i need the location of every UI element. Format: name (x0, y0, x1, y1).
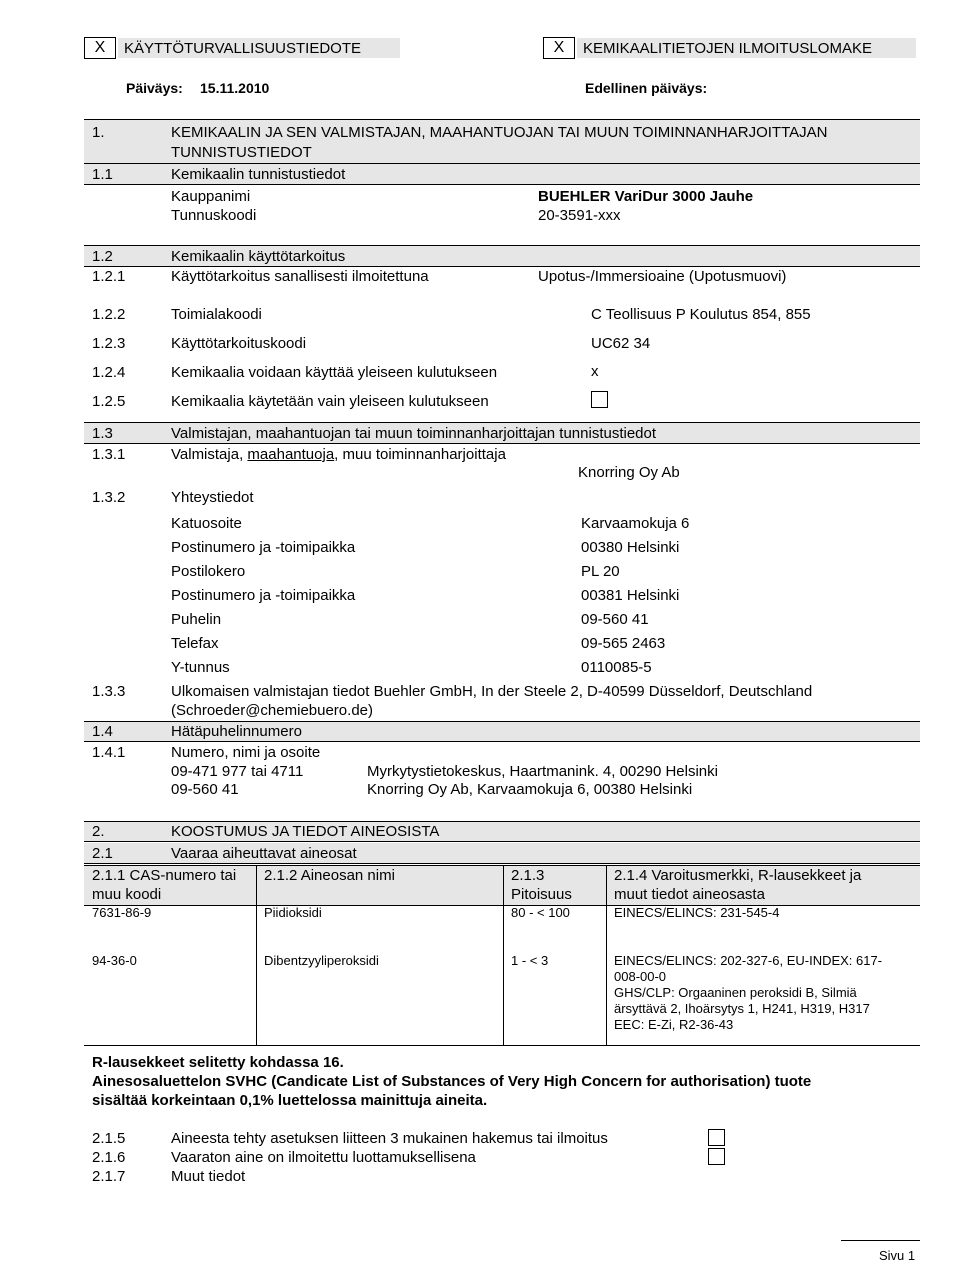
section-1-4-title: Hätäpuhelinnumero (171, 723, 302, 740)
contact-label: Postinumero ja -toimipaikka (171, 539, 356, 556)
section-1-2-4-value: x (591, 363, 599, 380)
section-1-2-2-number: 1.2.2 (92, 306, 126, 323)
consumer-only-checkbox[interactable] (591, 391, 608, 408)
manufacturer-value: Knorring Oy Ab (578, 464, 680, 481)
section-1-4-number: 1.4 (92, 723, 113, 740)
section-1-2-5-number: 1.2.5 (92, 393, 126, 410)
section-1-2-number: 1.2 (92, 248, 113, 265)
id-code-label: Tunnuskoodi (171, 207, 257, 224)
table-cell-cas: 7631-86-9 (92, 905, 152, 920)
section-1-3-1-label-importer: maahantuoja (247, 446, 335, 463)
section-1-2-3-number: 1.2.3 (92, 335, 126, 352)
section-2-1-5-label: Aineesta tehty asetuksen liitteen 3 mukainen hakemus tai ilmoitus (171, 1130, 608, 1147)
table-cell-concentration: 80 - < 100 (511, 905, 570, 920)
section-1-3-2-number: 1.3.2 (92, 489, 126, 506)
page-number: Sivu 1 (879, 1248, 916, 1263)
header-left-checkbox[interactable]: X (84, 37, 116, 59)
section-1-3-1-label (171, 446, 506, 463)
contact-value: 09-565 2463 (581, 635, 666, 652)
note-r-phrases: R-lausekkeet selitetty kohdassa 16. (92, 1054, 344, 1071)
trade-name-value: BUEHLER VariDur 3000 Jauhe (538, 188, 754, 205)
emergency-phone: 09-560 41 (171, 781, 239, 798)
section-2-1-title: Vaaraa aiheuttavat aineosat (171, 845, 357, 862)
section-1-3-1-number: 1.3.1 (92, 446, 126, 463)
section-1-3-3-label: Ulkomaisen valmistajan tiedot (171, 683, 370, 700)
section-1-3-2-title: Yhteystiedot (171, 489, 254, 506)
contact-label: Puhelin (171, 611, 222, 628)
section-1-2-1-value: Upotus-/Immersioaine (Upotusmuovi) (538, 268, 787, 285)
table-cell-cas: 94-36-0 (92, 953, 137, 968)
table-header-hazard-line1: 2.1.4 Varoitusmerkki, R-lausekkeet ja (614, 867, 862, 884)
contact-value: PL 20 (581, 563, 620, 580)
section-1-number: 1. (92, 124, 105, 141)
contact-value: 00381 Helsinki (581, 587, 680, 604)
emergency-name: Knorring Oy Ab, Karvaamokuja 6, 00380 Helsinki (367, 781, 693, 798)
table-cell-name: Piidioksidi (264, 905, 322, 920)
section-1-2-1-label: Käyttötarkoitus sanallisesti ilmoitettuna (171, 268, 429, 285)
header-right-title: KEMIKAALITIETOJEN ILMOITUSLOMAKE (583, 40, 872, 57)
section-2-title: KOOSTUMUS JA TIEDOT AINEOSISTA (171, 823, 440, 840)
contact-label: Telefax (171, 635, 219, 652)
contact-label: Y-tunnus (171, 659, 230, 676)
section-1-2-3-value: UC62 34 (591, 335, 651, 352)
table-cell-hazard: GHS/CLP: Orgaaninen peroksidi B, Silmiä (614, 985, 857, 1000)
section-2-1-7-label: Muut tiedot (171, 1168, 246, 1185)
section-1-3-1-label-part3: , muu toiminnanharjoittaja (334, 446, 506, 463)
contact-label: Postinumero ja -toimipaikka (171, 587, 356, 604)
section-1-title-line2: TUNNISTUSTIEDOT (171, 144, 312, 161)
table-cell-hazard: ärsyttävä 2, Ihoärsytys 1, H241, H319, H317 (614, 1001, 870, 1016)
section-1-3-3-email: (Schroeder@chemiebuero.de) (171, 702, 373, 719)
table-cell-name: Dibentzyyliperoksidi (264, 953, 379, 968)
section-1-2-title: Kemikaalin käyttötarkoitus (171, 248, 346, 265)
confidential-checkbox[interactable] (708, 1148, 725, 1165)
table-header-concentration-line2: Pitoisuus (511, 886, 572, 903)
section-1-1-number: 1.1 (92, 166, 113, 183)
section-1-3-3-number: 1.3.3 (92, 683, 126, 700)
section-2-1-6-number: 2.1.6 (92, 1149, 126, 1166)
section-1-3-3-line1 (171, 683, 812, 700)
section-1-3-1-label-part1: Valmistaja, (171, 446, 248, 463)
section-1-2-4-label: Kemikaalia voidaan käyttää yleiseen kulutukseen (171, 364, 498, 381)
contact-value: Karvaamokuja 6 (581, 515, 690, 532)
table-cell-hazard: EINECS/ELINCS: 231-545-4 (614, 905, 780, 920)
section-1-2-5-label: Kemikaalia käytetään vain yleiseen kulutukseen (171, 393, 489, 410)
contact-label: Postilokero (171, 563, 246, 580)
previous-date-label: Edellinen päiväys: (585, 80, 708, 96)
section-2-1-5-number: 2.1.5 (92, 1130, 126, 1147)
contact-label: Katuosoite (171, 515, 242, 532)
annex3-application-checkbox[interactable] (708, 1129, 725, 1146)
section-2-1-6-label: Vaaraton aine on ilmoitettu luottamuksellisena (171, 1149, 476, 1166)
table-header-hazard-line2: muut tiedot aineosasta (614, 886, 765, 903)
table-cell-hazard: 008-00-0 (614, 969, 667, 984)
table-header-cas-line2: muu koodi (92, 886, 162, 903)
table-cell-concentration: 1 - < 3 (511, 953, 549, 968)
section-1-title-line1: KEMIKAALIN JA SEN VALMISTAJAN, MAAHANTUOJAN TAI MUUN TOIMINNANHARJOITTAJAN (171, 124, 828, 141)
date-value: 15.11.2010 (200, 80, 270, 96)
emergency-name: Myrkytystietokeskus, Haartmanink. 4, 00290 Helsinki (367, 763, 718, 780)
trade-name-label: Kauppanimi (171, 188, 251, 205)
table-cell-hazard: EEC: E-Zi, R2-36-43 (614, 1017, 734, 1032)
section-1-4-1-number: 1.4.1 (92, 744, 126, 761)
emergency-phone: 09-471 977 tai 4711 (171, 763, 304, 780)
section-1-2-2-value: C Teollisuus P Koulutus 854, 855 (591, 306, 811, 323)
section-1-4-1-title: Numero, nimi ja osoite (171, 744, 321, 761)
table-header-concentration-line1: 2.1.3 (511, 867, 545, 884)
note-svhc-line1: Ainesosaluettelon SVHC (Candicate List of Substances of Very High Concern for authorisation) tuote (92, 1073, 812, 1090)
section-1-2-2-label: Toimialakoodi (171, 306, 262, 323)
table-header-cas-line1: 2.1.1 CAS-numero tai (92, 867, 237, 884)
section-1-2-1-number: 1.2.1 (92, 268, 126, 285)
section-2-1-number: 2.1 (92, 845, 113, 862)
contact-value: 00380 Helsinki (581, 539, 680, 556)
section-2-number: 2. (92, 823, 105, 840)
section-2-1-7-number: 2.1.7 (92, 1168, 126, 1185)
contact-value: 09-560 41 (581, 611, 649, 628)
note-svhc-line2: sisältää korkeintaan 0,1% luettelossa mainittuja aineita. (92, 1092, 488, 1109)
section-1-3-number: 1.3 (92, 425, 113, 442)
table-header-name: 2.1.2 Aineosan nimi (264, 867, 395, 884)
section-1-1-title: Kemikaalin tunnistustiedot (171, 166, 346, 183)
id-code-value: 20-3591-xxx (538, 207, 621, 224)
table-cell-hazard: EINECS/ELINCS: 202-327-6, EU-INDEX: 617- (614, 953, 883, 968)
header-left-title: KÄYTTÖTURVALLISUUSTIEDOTE (124, 40, 361, 57)
contact-value: 0110085-5 (581, 659, 652, 676)
header-right-checkbox[interactable]: X (543, 37, 575, 59)
section-1-2-3-label: Käyttötarkoituskoodi (171, 335, 307, 352)
section-1-3-3-value: Buehler GmbH, In der Steele 2, D-40599 Düsseldorf, Deutschland (369, 683, 813, 700)
date-label: Päiväys: (126, 80, 183, 96)
section-1-2-4-number: 1.2.4 (92, 364, 126, 381)
section-1-3-title: Valmistajan, maahantuojan tai muun toiminnanharjoittajan tunnistustiedot (171, 425, 657, 442)
